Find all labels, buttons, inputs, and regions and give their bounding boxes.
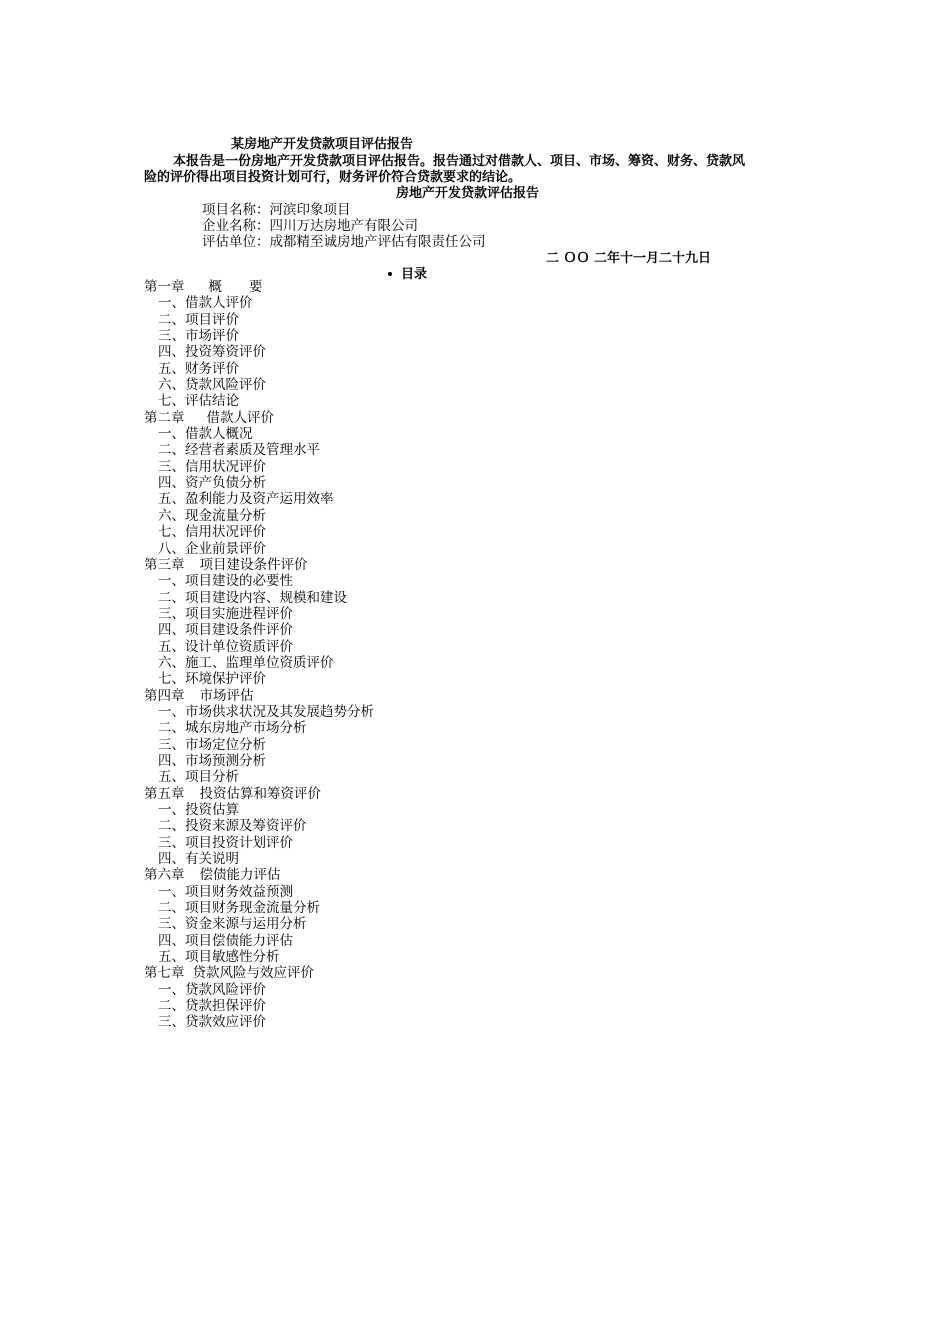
toc-section: 一、贷款风险评价 — [158, 981, 266, 998]
info-label: 项目名称： — [202, 202, 270, 218]
info-value: 四川万达房地产有限公司 — [269, 218, 418, 234]
chapter-title: 贷款风险与效应评价 — [192, 965, 314, 982]
toc-chapter — [144, 786, 374, 802]
report-date: 二 ＯＯ 二年十一月二十九日 — [546, 251, 712, 266]
toc-heading-label: 目录 — [401, 267, 428, 282]
toc-section: 三、市场定位分析 — [158, 736, 266, 753]
toc-section: 三、贷款效应评价 — [158, 1014, 266, 1031]
toc-section: 三、市场评价 — [158, 328, 239, 345]
toc-section: 二、项目建设内容、规模和建设 — [158, 589, 347, 606]
toc-section: 一、借款人概况 — [158, 426, 253, 443]
toc-section: 四、市场预测分析 — [158, 752, 266, 769]
chapter-title: 借款人评价 — [206, 409, 274, 426]
toc-section: 一、市场供求状况及其发展趋势分析 — [158, 703, 374, 720]
chapter-number: 第七章 — [144, 965, 185, 982]
chapter-number: 第三章 — [144, 556, 185, 573]
toc-section: 二、项目评价 — [158, 311, 239, 328]
abstract-line-2: 险的评价得出项目投资计划可行，财务评价符合贷款要求的结论。 — [144, 170, 522, 185]
toc-section: 三、项目投资计划评价 — [158, 834, 293, 851]
chapter-title: 投资估算和筹资评价 — [199, 785, 321, 802]
toc-chapter — [144, 279, 374, 295]
toc-section: 二、经营者素质及管理水平 — [158, 442, 320, 459]
toc-chapter — [144, 410, 374, 426]
toc-section: 六、现金流量分析 — [158, 507, 266, 524]
toc-section: 五、盈利能力及资产运用效率 — [158, 491, 334, 508]
chapter-number: 第五章 — [144, 785, 185, 802]
report-subtitle: 房地产开发贷款评估报告 — [396, 186, 540, 201]
report-title: 某房地产开发贷款项目评估报告 — [231, 137, 414, 152]
info-appraiser — [202, 230, 486, 250]
toc-section: 七、评估结论 — [158, 393, 239, 410]
toc-section: 七、信用状况评价 — [158, 524, 266, 541]
toc-section: 一、投资估算 — [158, 802, 239, 818]
abstract-line-1: 本报告是一份房地产开发贷款项目评估报告。报告通过对借款人、项目、市场、筹资、财务、贷款风 — [173, 154, 746, 169]
toc-section: 二、项目财务现金流量分析 — [158, 900, 320, 917]
info-label: 企业名称： — [202, 218, 270, 234]
toc-chapter — [144, 557, 374, 573]
table-of-contents — [144, 279, 374, 1031]
chapter-number: 第一章 — [144, 279, 185, 295]
toc-section: 五、设计单位资质评价 — [158, 638, 293, 655]
toc-section: 五、项目分析 — [158, 769, 239, 786]
toc-section: 四、资产负债分析 — [158, 475, 266, 492]
toc-section: 一、项目建设的必要性 — [158, 573, 293, 590]
toc-section: 六、贷款风险评价 — [158, 377, 266, 394]
toc-section: 二、贷款担保评价 — [158, 998, 266, 1015]
toc-chapter — [144, 867, 374, 883]
toc-section: 三、资金来源与运用分析 — [158, 916, 307, 933]
toc-section: 六、施工、监理单位资质评价 — [158, 654, 334, 671]
chapter-number: 第二章 — [144, 409, 185, 426]
toc-section: 二、投资来源及筹资评价 — [158, 818, 307, 835]
toc-section: 四、有关说明 — [158, 851, 239, 868]
toc-section: 四、投资筹资评价 — [158, 344, 266, 361]
toc-chapter — [144, 688, 374, 704]
info-value: 成都精至诚房地产评估有限责任公司 — [269, 234, 486, 250]
toc-section: 一、项目财务效益预测 — [158, 883, 293, 900]
toc-section: 三、项目实施进程评价 — [158, 605, 293, 622]
toc-section: 四、项目偿债能力评估 — [158, 932, 293, 949]
toc-section: 二、城东房地产市场分析 — [158, 720, 307, 737]
toc-section: 三、信用状况评价 — [158, 458, 266, 475]
toc-section: 八、企业前景评价 — [158, 540, 266, 557]
toc-section: 一、借款人评价 — [158, 295, 253, 312]
toc-section: 四、项目建设条件评价 — [158, 622, 293, 639]
toc-chapter — [144, 965, 374, 981]
chapter-title: 项目建设条件评价 — [199, 556, 308, 573]
toc-heading — [388, 263, 427, 282]
info-label: 评估单位： — [202, 234, 270, 250]
chapter-title: 市场评估 — [199, 687, 254, 704]
toc-section: 五、项目敏感性分析 — [158, 949, 280, 966]
info-value: 河滨印象项目 — [269, 202, 351, 218]
chapter-number: 第六章 — [144, 867, 185, 884]
chapter-title: 偿债能力评估 — [199, 867, 281, 884]
toc-section: 七、环境保护评价 — [158, 671, 266, 688]
chapter-number: 第四章 — [144, 687, 185, 704]
chapter-title: 概 要 — [208, 279, 263, 295]
toc-section: 五、财务评价 — [158, 360, 239, 377]
bullet-icon — [388, 272, 392, 276]
